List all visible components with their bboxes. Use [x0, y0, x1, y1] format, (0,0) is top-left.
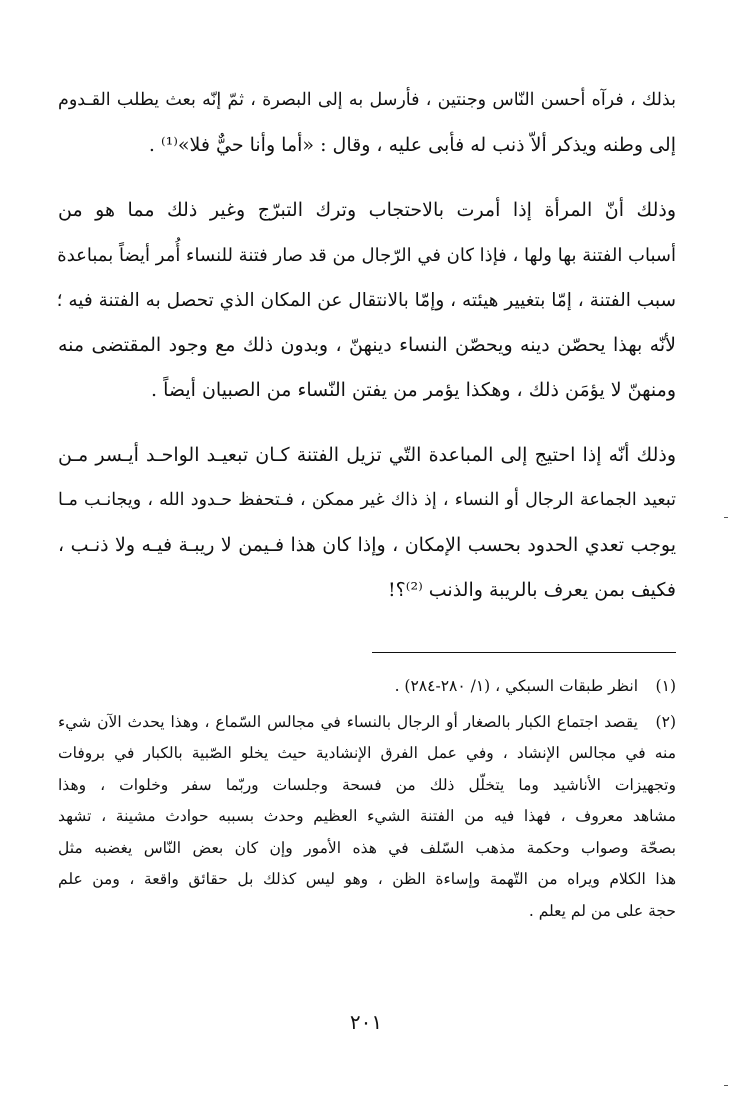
paragraph-1 — [58, 78, 676, 168]
footnote-number: (٢) — [655, 712, 676, 731]
text-line: بذلك ، فرآه أحسن النّاس وجنتين ، فأرسل به إلى البصرة ، ثمّ إنّه بعث يطلب القـدوم — [58, 90, 676, 110]
text-line: سبب الفتنة ، إمّا بتغيير هيئته ، وإمّا بالانتقال عن المكان الذي تحصل به الفتنة فيه ؛ — [56, 290, 676, 311]
text-line: تبعيد الجماعة الرجال أو النساء ، إذ ذاك غير ممكن ، فـتحفظ حـدود الله ، ويجانـب مـا — [58, 490, 676, 510]
footnote-1 — [58, 671, 676, 703]
footnote-line: بصحّة وصواب وحكمة مذهب السّلف في هذه الأمور وإن كان بعض النّاس يغضبه مثل — [58, 838, 676, 857]
text-line: لأنّه بهذا يحصّن دينه ويحصّن النساء دينهنّ ، وبدون ذلك مع وجود المقتضى منه — [58, 334, 676, 356]
footnote-line: وتجهيزات الأناشيد وما يتخلّل ذلك من فسحة وجلسات وربّما سفر وخلوات ، وهذا — [58, 775, 676, 794]
footnote-line: منه في مجالس الإنشاد ، وفي عمل الفرق الإنشادية حيث يخلو الصّبية بالكبار في بروفات — [58, 744, 676, 762]
text-line: ومنهنّ لا يؤمَن ذلك ، وهكذا يؤمر من يفتن النّساء من الصبيان أيضاً . — [151, 379, 676, 401]
footnote-number: (١) — [655, 677, 676, 695]
text-line: أسباب الفتنة بها ولها ، فإذا كان في الرّجال من قد صار فتنة للنساء أُمر أيضاً بمباعدة — [57, 245, 676, 266]
text-line: يوجب تعدي الحدود بحسب الإمكان ، وإذا كان هذا فـيمن لا ريبـة فيـه ولا ذنـب ، — [58, 534, 676, 556]
margin-tick — [724, 517, 728, 518]
footnote-line: يقصد اجتماع الكبار بالصغار أو الرجال بالنساء في مجالس السّماع ، وهذا يحدث الآن شيء — [58, 712, 638, 731]
text-line: فكيف بمن يعرف بالريبة والذنب ⁽²⁾؟! — [388, 579, 676, 601]
paragraph-2 — [58, 188, 676, 413]
text-line: إلى وطنه ويذكر ألاّ ذنب له فأبى عليه ، وقال : «أما وأنا حيٌّ فلا»⁽¹⁾ . — [148, 134, 676, 156]
page-number: ٢٠١ — [349, 1010, 383, 1034]
margin-tick — [724, 1085, 728, 1086]
footnote-line: انظر طبقات السبكي ، (١/ ٢٨٠-٢٨٤) . — [394, 677, 638, 695]
footnote-line: مشاهد معروف ، فهذا فيه من الفتنة الشيء العظيم وحدث بسببه حوادث مشينة ، تشهد — [58, 807, 676, 825]
footnote-2 — [58, 707, 676, 928]
footnote-separator — [372, 652, 676, 653]
footnote-line: هذا الكلام ويراه من التّهمة وإساءة الظن ، وهو ليس كذلك بل حقائق واقعة ، ومن علم — [58, 870, 676, 888]
text-line: وذلك أنّه إذا احتيج إلى المباعدة التّي تزيل الفتنة كـان تبعيـد الواحـد أيـسر مـن — [58, 444, 676, 466]
footnote-line: حجة على من لم يعلم . — [528, 901, 676, 920]
footnotes — [58, 671, 676, 931]
text-line: وذلك أنّ المرأة إذا أمرت بالاحتجاب وترك التبرّج وغير ذلك مما هو من — [58, 199, 676, 221]
paragraph-3 — [58, 433, 676, 613]
main-text — [58, 78, 676, 633]
